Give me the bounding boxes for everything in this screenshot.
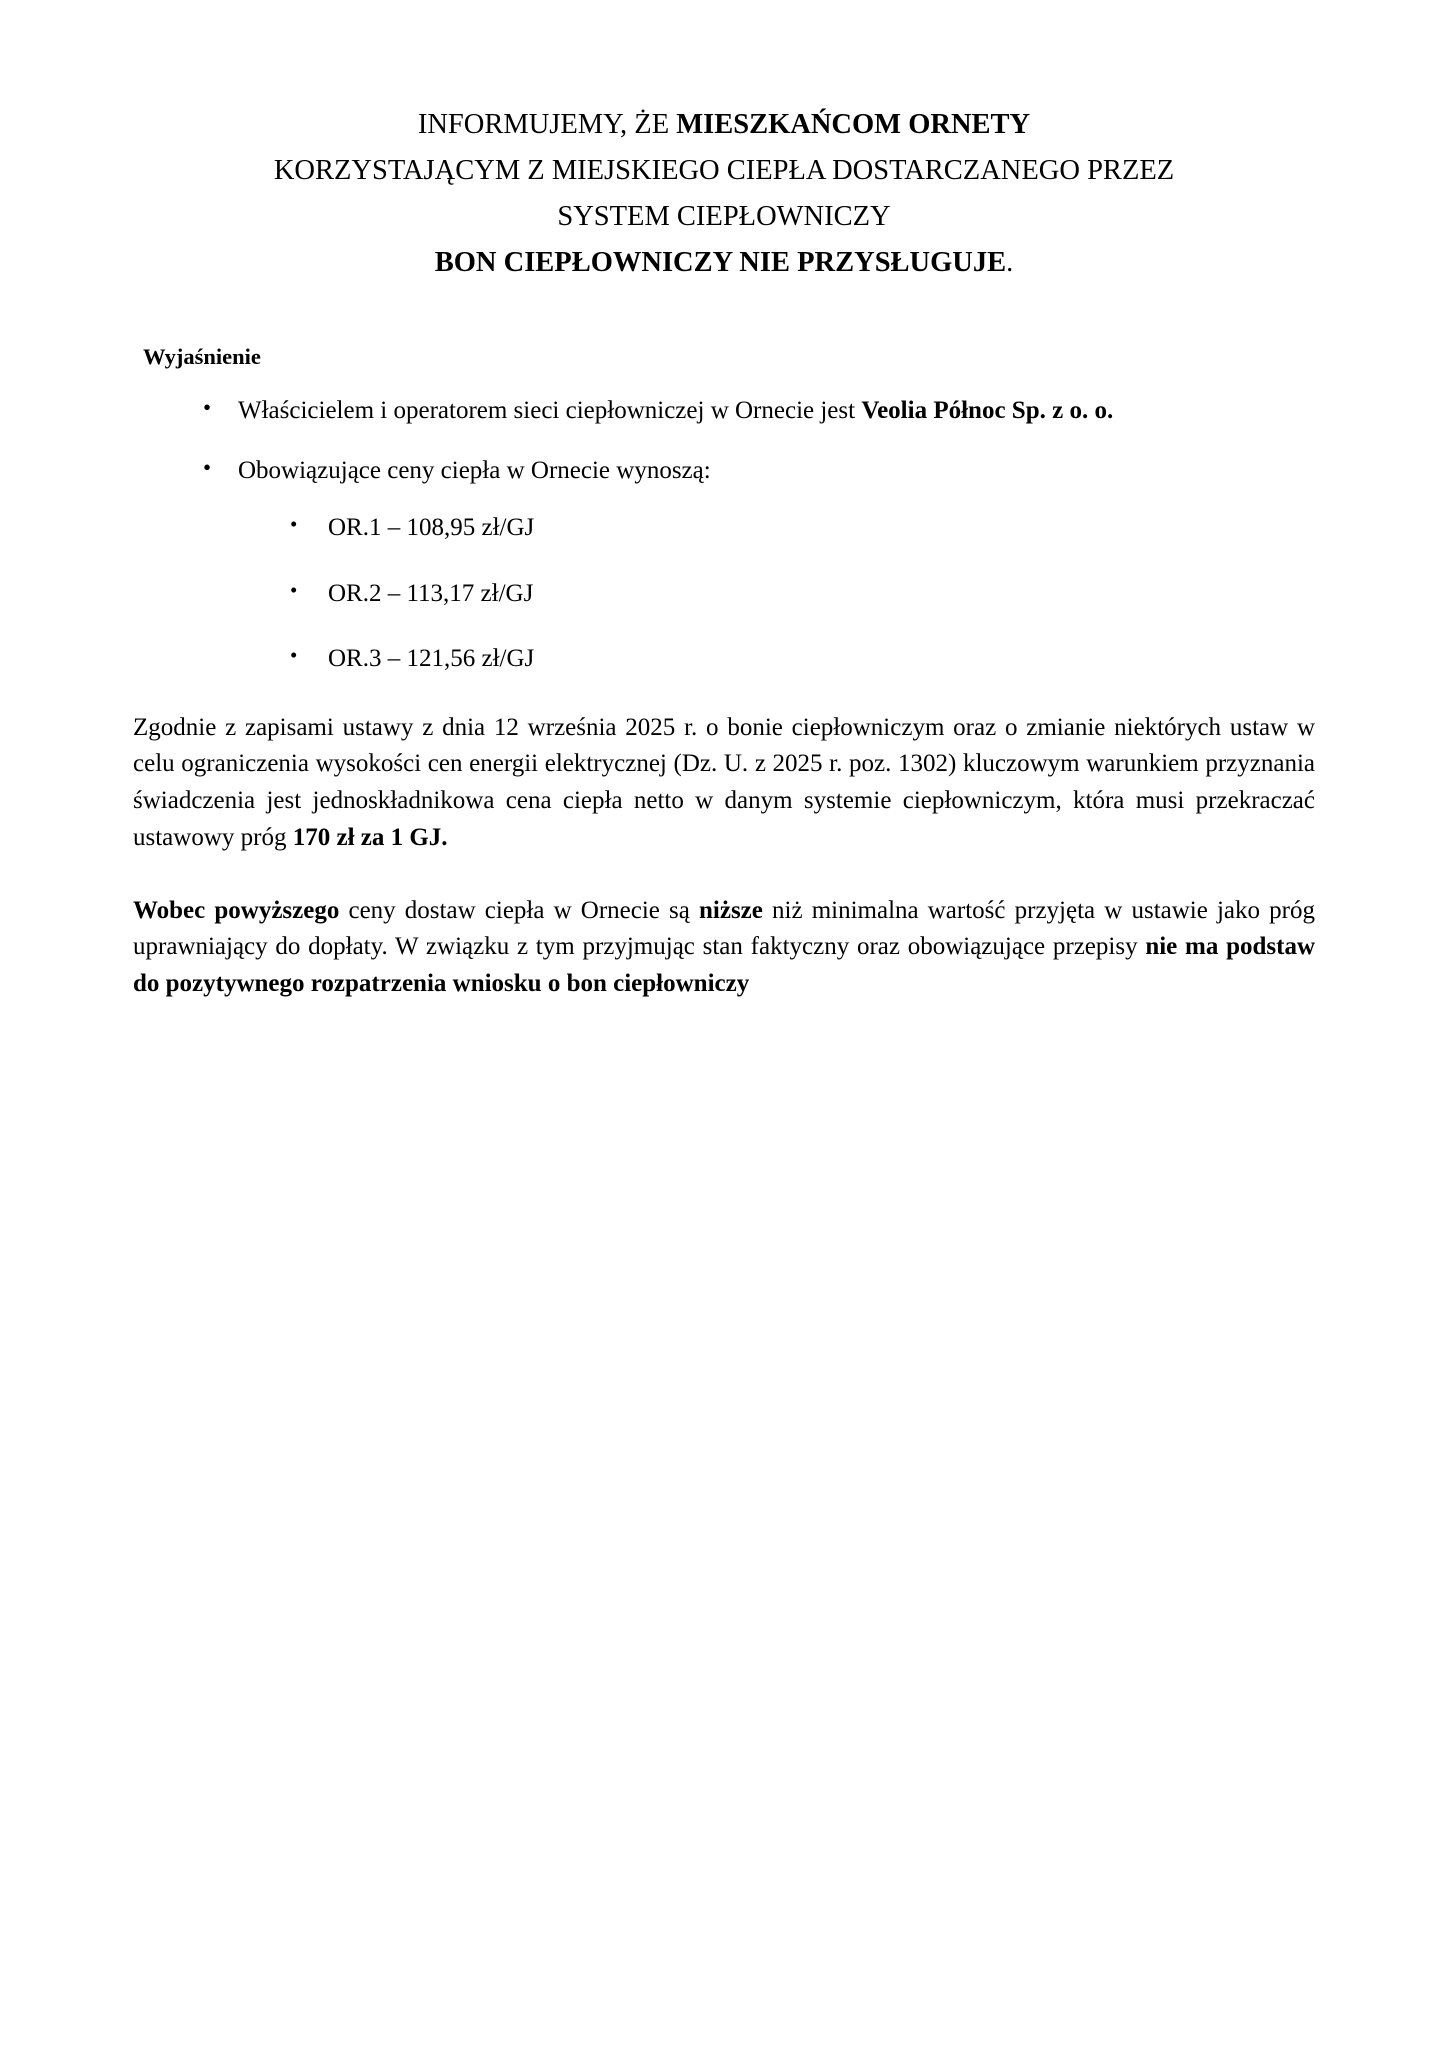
heading-line-1-bold: MIESZKAŃCOM ORNETY	[676, 109, 1031, 140]
bullet-1-prefix: Właścicielem i operatorem sieci ciepłowniczej w Ornecie jest	[238, 397, 862, 425]
list-item	[133, 394, 1315, 428]
list-item	[133, 454, 1315, 676]
document-heading	[133, 102, 1315, 287]
heading-line-2: KORZYSTAJĄCYM Z MIEJSKIEGO CIEPŁA DOSTARCZANEGO PRZEZ	[273, 155, 1175, 187]
heading-line-1-plain: INFORMUJEMY, ŻE	[417, 109, 677, 140]
heading-line-3: SYSTEM CIEPŁOWNICZY	[557, 201, 891, 233]
paragraph-2-lower-bold: niższe	[699, 896, 763, 924]
paragraph-1-threshold-value: 170 zł za 1 GJ.	[292, 823, 448, 851]
paragraph-legal-basis	[133, 710, 1315, 857]
heading-line-4-tail: .	[1006, 247, 1014, 279]
list-item: • OR.2 – 113,17 zł/GJ	[238, 577, 1315, 611]
list-item: • OR.3 – 121,56 zł/GJ	[238, 642, 1315, 676]
paragraph-2-lead-bold: Wobec powyższego	[133, 896, 340, 924]
heading-line-4	[133, 240, 1315, 286]
explanation-bullet-list	[133, 394, 1315, 676]
document-content	[133, 102, 1315, 1003]
paragraph-conclusion	[133, 893, 1315, 1003]
section-label-explanation: Wyjaśnienie	[143, 343, 261, 369]
paragraph-1-text: Zgodnie z zapisami ustawy z dnia 12 września 2025 r. o bonie ciepłowniczym oraz o zmianie niektórych ustaw w celu ograniczenia wysokości cen energii elektrycznej (Dz. U. z 2025 r. poz. 1302) kluczowym warunkiem przyznania świadczenia jest jednoskładnikowa cena ciepła netto w danym systemie ciepłowniczym, która musi przekraczać ustawowy próg	[133, 713, 1315, 851]
paragraph-2-text-2: niż minimalna wartość przyjęta w ustawie jako próg uprawniający do dopłaty. W związku z tym przyjmując stan faktyczny oraz obowiązujące przepisy	[133, 896, 1315, 961]
heading-line-4-bold: BON CIEPŁOWNICZY NIE PRZYSŁUGUJE	[434, 247, 1007, 279]
bullet-2-label: Obowiązujące ceny ciepła w Ornecie wynoszą:	[238, 456, 711, 484]
paragraph-2-decision-bold: nie ma podstaw do pozytywnego rozpatrzenia wniosku o bon ciepłowniczy	[133, 933, 1316, 998]
list-item: • OR.1 – 108,95 zł/GJ	[238, 511, 1315, 545]
heading-line-1	[133, 102, 1315, 148]
bullet-1-operator-name: Veolia Północ Sp. z o. o.	[861, 397, 1114, 425]
price-bullet-list	[238, 511, 1315, 676]
paragraph-2-text-1: ceny dostaw ciepła w Ornecie są	[339, 896, 699, 924]
